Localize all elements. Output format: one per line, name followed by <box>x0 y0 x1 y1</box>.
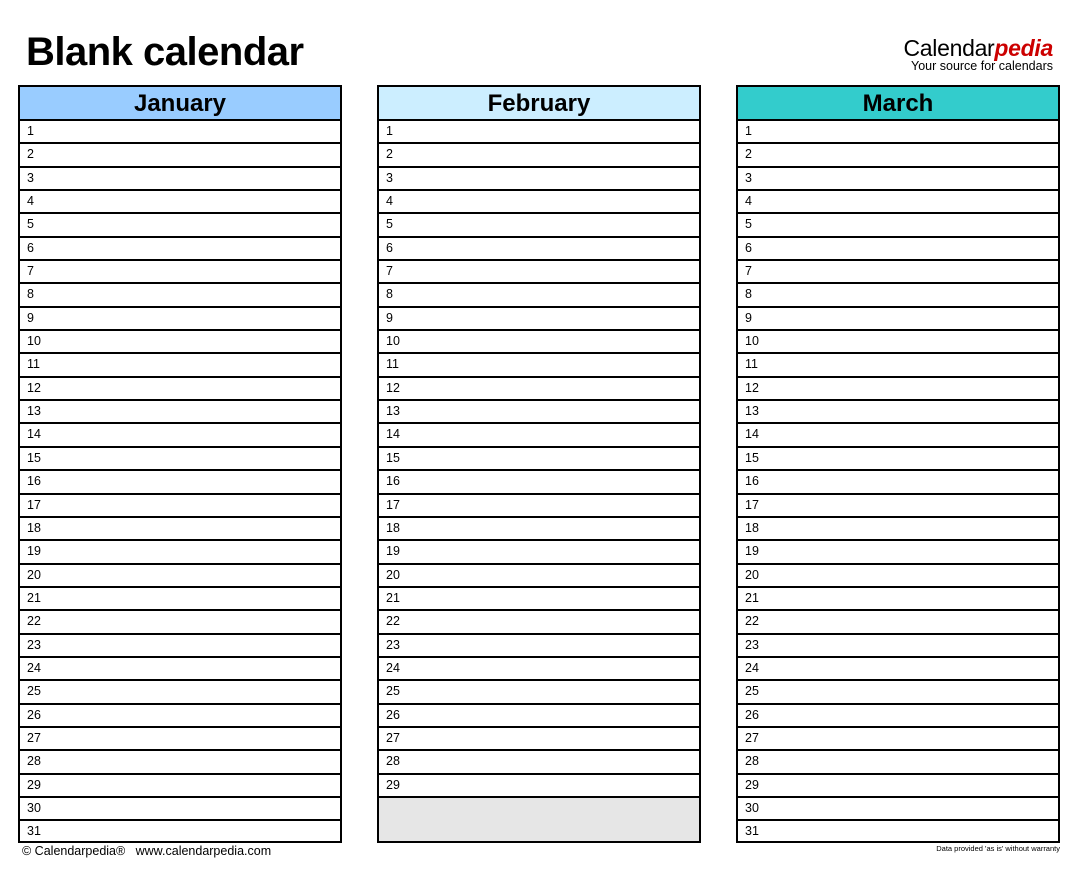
day-row[interactable]: 25 <box>20 681 340 704</box>
unused-days-filler <box>379 798 699 843</box>
day-row[interactable]: 30 <box>738 798 1058 821</box>
day-row[interactable]: 10 <box>738 331 1058 354</box>
day-row[interactable]: 29 <box>738 775 1058 798</box>
day-row[interactable]: 24 <box>379 658 699 681</box>
day-row[interactable]: 6 <box>738 238 1058 261</box>
brand-name-accent: pedia <box>994 35 1053 61</box>
day-row[interactable]: 18 <box>20 518 340 541</box>
day-row[interactable]: 17 <box>738 495 1058 518</box>
day-row[interactable]: 13 <box>20 401 340 424</box>
day-row[interactable]: 20 <box>379 565 699 588</box>
day-row[interactable]: 23 <box>738 635 1058 658</box>
day-row[interactable]: 11 <box>20 354 340 377</box>
day-row[interactable]: 26 <box>20 705 340 728</box>
day-row[interactable]: 1 <box>738 121 1058 144</box>
day-row[interactable]: 8 <box>738 284 1058 307</box>
day-row[interactable]: 27 <box>20 728 340 751</box>
day-row[interactable]: 18 <box>379 518 699 541</box>
day-row[interactable]: 25 <box>379 681 699 704</box>
day-row[interactable]: 12 <box>379 378 699 401</box>
day-list <box>379 121 699 843</box>
day-row[interactable]: 8 <box>379 284 699 307</box>
day-row[interactable]: 7 <box>738 261 1058 284</box>
day-row[interactable]: 27 <box>379 728 699 751</box>
day-row[interactable]: 10 <box>379 331 699 354</box>
day-row[interactable]: 12 <box>20 378 340 401</box>
month-column-march <box>736 85 1060 843</box>
day-row[interactable]: 21 <box>20 588 340 611</box>
day-row[interactable]: 23 <box>20 635 340 658</box>
day-row[interactable]: 6 <box>20 238 340 261</box>
day-row[interactable]: 11 <box>738 354 1058 377</box>
day-row[interactable]: 28 <box>738 751 1058 774</box>
day-row[interactable]: 17 <box>379 495 699 518</box>
day-row[interactable]: 25 <box>738 681 1058 704</box>
day-row[interactable]: 29 <box>20 775 340 798</box>
month-header: January <box>20 87 340 121</box>
day-row[interactable]: 17 <box>20 495 340 518</box>
day-row[interactable]: 31 <box>27 824 41 839</box>
page-title: Blank calendar <box>26 30 304 74</box>
day-row[interactable]: 9 <box>20 308 340 331</box>
day-row[interactable]: 13 <box>379 401 699 424</box>
day-row[interactable]: 3 <box>20 168 340 191</box>
day-row[interactable]: 27 <box>738 728 1058 751</box>
day-row[interactable]: 23 <box>379 635 699 658</box>
day-row[interactable]: 19 <box>379 541 699 564</box>
day-row[interactable]: 26 <box>379 705 699 728</box>
month-column-january <box>18 85 342 843</box>
day-row[interactable]: 15 <box>20 448 340 471</box>
day-row[interactable]: 31 <box>745 824 759 839</box>
day-row[interactable]: 26 <box>738 705 1058 728</box>
day-row[interactable]: 5 <box>20 214 340 237</box>
day-row[interactable]: 16 <box>20 471 340 494</box>
day-row[interactable]: 19 <box>20 541 340 564</box>
brand-logo <box>903 36 1053 73</box>
month-column-february <box>377 85 701 843</box>
day-row[interactable]: 3 <box>379 168 699 191</box>
day-list <box>738 121 1058 843</box>
day-row[interactable]: 12 <box>738 378 1058 401</box>
day-row[interactable]: 3 <box>738 168 1058 191</box>
day-row[interactable]: 4 <box>738 191 1058 214</box>
day-row[interactable]: 9 <box>379 308 699 331</box>
day-list <box>20 121 340 843</box>
brand-name-plain: Calendar <box>903 35 995 61</box>
month-header: March <box>738 87 1058 121</box>
day-row[interactable]: 2 <box>379 144 699 167</box>
day-row[interactable]: 1 <box>20 121 340 144</box>
day-row[interactable]: 5 <box>379 214 699 237</box>
footer-disclaimer: Data provided 'as is' without warranty <box>936 844 1060 853</box>
day-row[interactable]: 7 <box>20 261 340 284</box>
day-row[interactable]: 14 <box>379 424 699 447</box>
brand-tagline: Your source for calendars <box>911 59 1053 73</box>
month-header: February <box>379 87 699 121</box>
day-row[interactable]: 22 <box>20 611 340 634</box>
day-row[interactable]: 21 <box>738 588 1058 611</box>
day-row[interactable]: 20 <box>738 565 1058 588</box>
day-row[interactable]: 30 <box>20 798 340 821</box>
day-row[interactable]: 7 <box>379 261 699 284</box>
day-row[interactable]: 10 <box>20 331 340 354</box>
day-row[interactable]: 4 <box>20 191 340 214</box>
day-row[interactable]: 4 <box>379 191 699 214</box>
day-row[interactable]: 13 <box>738 401 1058 424</box>
day-row[interactable]: 22 <box>738 611 1058 634</box>
day-row[interactable]: 15 <box>379 448 699 471</box>
day-row[interactable]: 2 <box>738 144 1058 167</box>
day-row[interactable]: 24 <box>20 658 340 681</box>
day-row[interactable]: 14 <box>738 424 1058 447</box>
day-row[interactable]: 28 <box>20 751 340 774</box>
brand-name <box>903 36 1053 60</box>
day-row[interactable]: 19 <box>738 541 1058 564</box>
day-row[interactable]: 1 <box>379 121 699 144</box>
day-row[interactable]: 29 <box>379 775 699 798</box>
day-row[interactable]: 8 <box>20 284 340 307</box>
day-row[interactable]: 9 <box>738 308 1058 331</box>
day-row[interactable]: 2 <box>20 144 340 167</box>
day-row[interactable]: 11 <box>379 354 699 377</box>
day-row[interactable]: 5 <box>738 214 1058 237</box>
day-row[interactable]: 21 <box>379 588 699 611</box>
day-row[interactable]: 16 <box>738 471 1058 494</box>
day-row[interactable]: 24 <box>738 658 1058 681</box>
footer-copyright: © Calendarpedia® www.calendarpedia.com <box>22 844 272 858</box>
day-row[interactable]: 14 <box>20 424 340 447</box>
day-row[interactable]: 16 <box>379 471 699 494</box>
day-row[interactable]: 22 <box>379 611 699 634</box>
day-row[interactable]: 28 <box>379 751 699 774</box>
day-row[interactable]: 15 <box>738 448 1058 471</box>
day-row[interactable]: 18 <box>738 518 1058 541</box>
day-row[interactable]: 6 <box>379 238 699 261</box>
day-row[interactable]: 20 <box>20 565 340 588</box>
